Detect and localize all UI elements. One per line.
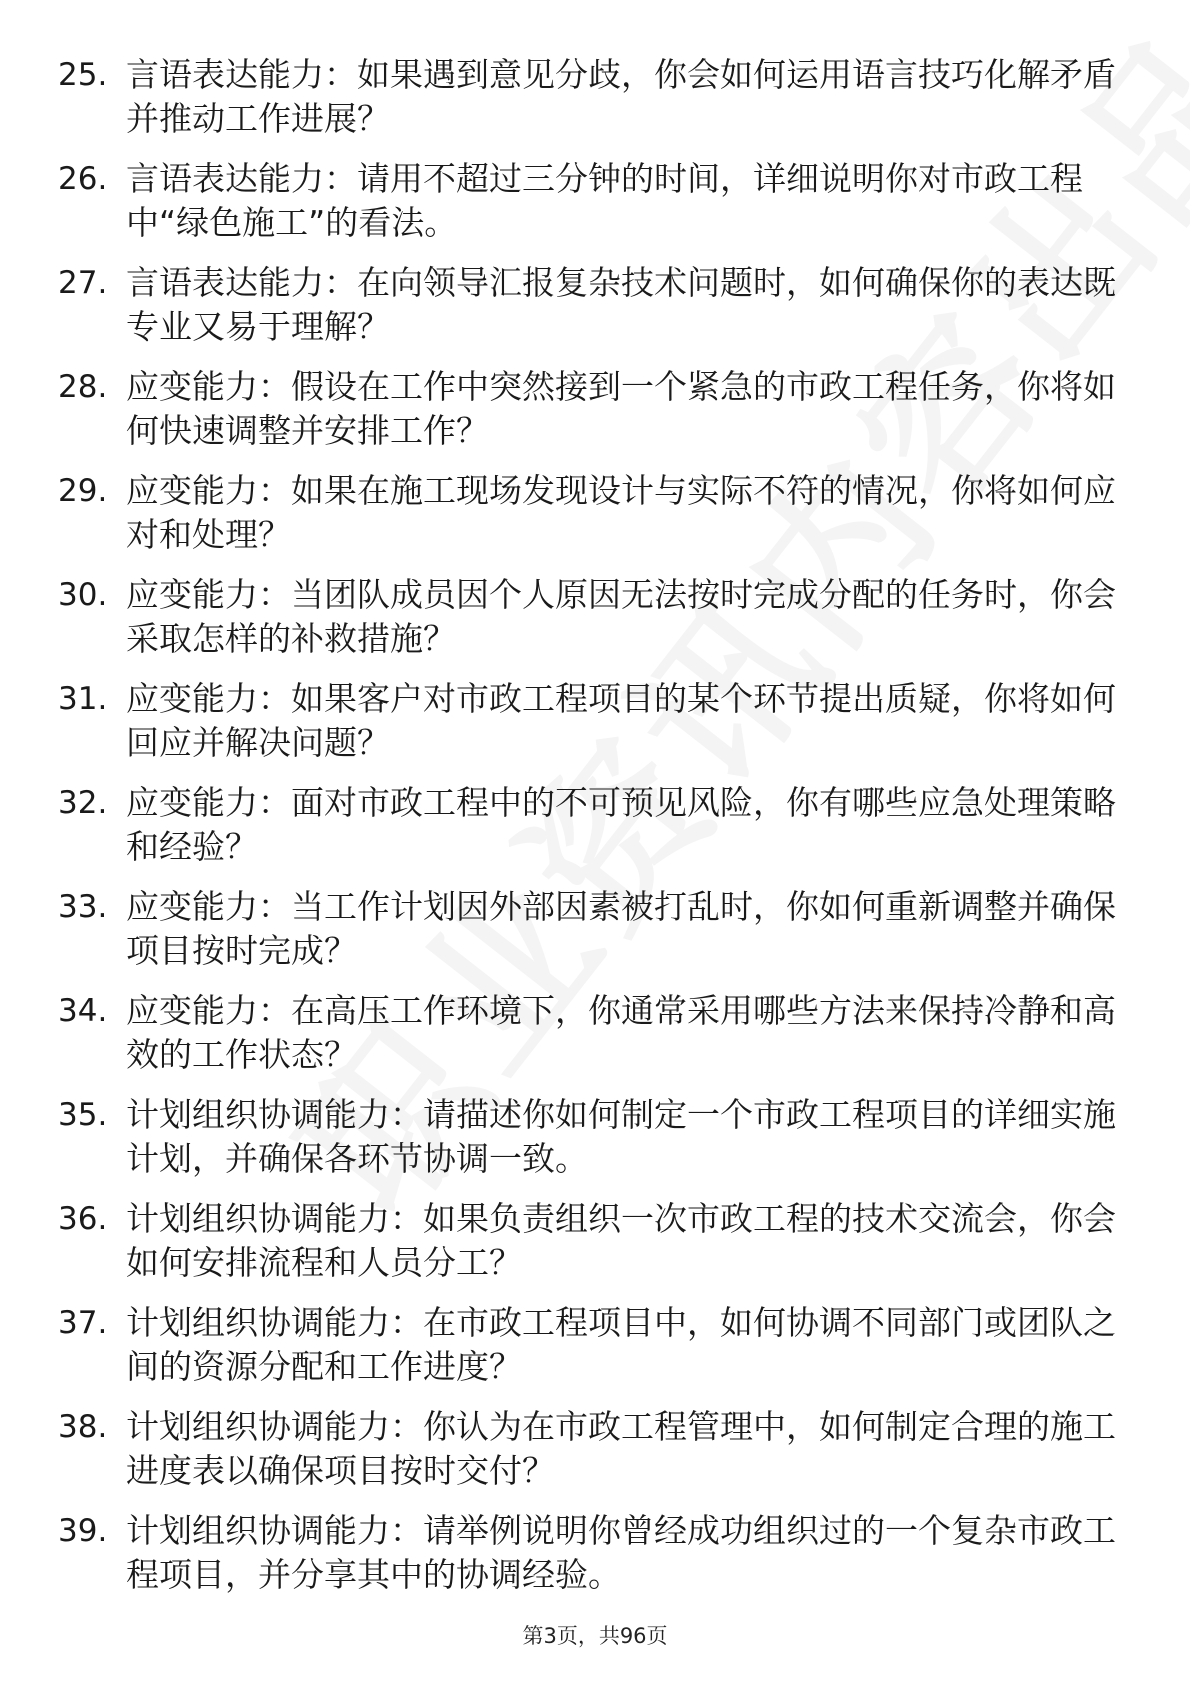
question-number: 39. [58, 1513, 108, 1549]
question-number: 29. [58, 473, 108, 509]
list-item [0, 1093, 1190, 1197]
question-text: 计划组织协调能力：在市政工程项目中，如何协调不同部门或团队之间的资源分配和工作进度？ [126, 1303, 1116, 1386]
question-text: 应变能力：当团队成员因个人原因无法按时完成分配的任务时，你会采取怎样的补救措施？ [126, 575, 1116, 658]
question-text: 应变能力：在高压工作环境下，你通常采用哪些方法来保持冷静和高效的工作状态？ [126, 991, 1116, 1074]
question-number: 28. [58, 369, 108, 405]
list-item [0, 53, 1190, 157]
question-text: 应变能力：如果在施工现场发现设计与实际不符的情况，你将如何应对和处理？ [126, 471, 1116, 554]
question-text: 应变能力：假设在工作中突然接到一个紧急的市政工程任务，你将如何快速调整并安排工作？ [126, 367, 1116, 450]
question-text: 言语表达能力：在向领导汇报复杂技术问题时，如何确保你的表达既专业又易于理解？ [126, 263, 1116, 346]
list-item [0, 1509, 1190, 1613]
list-item [0, 157, 1190, 261]
list-item [0, 1405, 1190, 1509]
list-item [0, 885, 1190, 989]
question-list [0, 53, 1190, 1613]
question-text: 计划组织协调能力：请举例说明你曾经成功组织过的一个复杂市政工程项目，并分享其中的协调经验。 [126, 1511, 1116, 1594]
question-text: 应变能力：面对市政工程中的不可预见风险，你有哪些应急处理策略和经验？ [126, 783, 1116, 866]
list-item [0, 1197, 1190, 1301]
question-number: 30. [58, 577, 108, 613]
question-number: 27. [58, 265, 108, 301]
list-item [0, 573, 1190, 677]
list-item [0, 261, 1190, 365]
question-number: 26. [58, 161, 108, 197]
list-item [0, 365, 1190, 469]
question-number: 31. [58, 681, 108, 717]
question-text: 计划组织协调能力：请描述你如何制定一个市政工程项目的详细实施计划，并确保各环节协调一致。 [126, 1095, 1116, 1178]
question-number: 33. [58, 889, 108, 925]
list-item [0, 677, 1190, 781]
question-number: 37. [58, 1305, 108, 1341]
question-number: 34. [58, 993, 108, 1029]
question-number: 36. [58, 1201, 108, 1237]
question-text: 应变能力：如果客户对市政工程项目的某个环节提出质疑，你将如何回应并解决问题？ [126, 679, 1116, 762]
question-text: 言语表达能力：请用不超过三分钟的时间，详细说明你对市政工程中“绿色施工”的看法。 [126, 159, 1083, 242]
question-number: 25. [58, 57, 108, 93]
list-item [0, 781, 1190, 885]
list-item [0, 1301, 1190, 1405]
question-number: 38. [58, 1409, 108, 1445]
page-footer: 第3页，共96页 [522, 1624, 668, 1648]
question-text: 应变能力：当工作计划因外部因素被打乱时，你如何重新调整并确保项目按时完成？ [126, 887, 1116, 970]
list-item [0, 469, 1190, 573]
question-number: 35. [58, 1097, 108, 1133]
list-item [0, 989, 1190, 1093]
question-text: 计划组织协调能力：你认为在市政工程管理中，如何制定合理的施工进度表以确保项目按时交付？ [126, 1407, 1116, 1490]
question-number: 32. [58, 785, 108, 821]
question-text: 计划组织协调能力：如果负责组织一次市政工程的技术交流会，你会如何安排流程和人员分工？ [126, 1199, 1116, 1282]
question-text: 言语表达能力：如果遇到意见分歧，你会如何运用语言技巧化解矛盾并推动工作进展？ [126, 55, 1116, 138]
